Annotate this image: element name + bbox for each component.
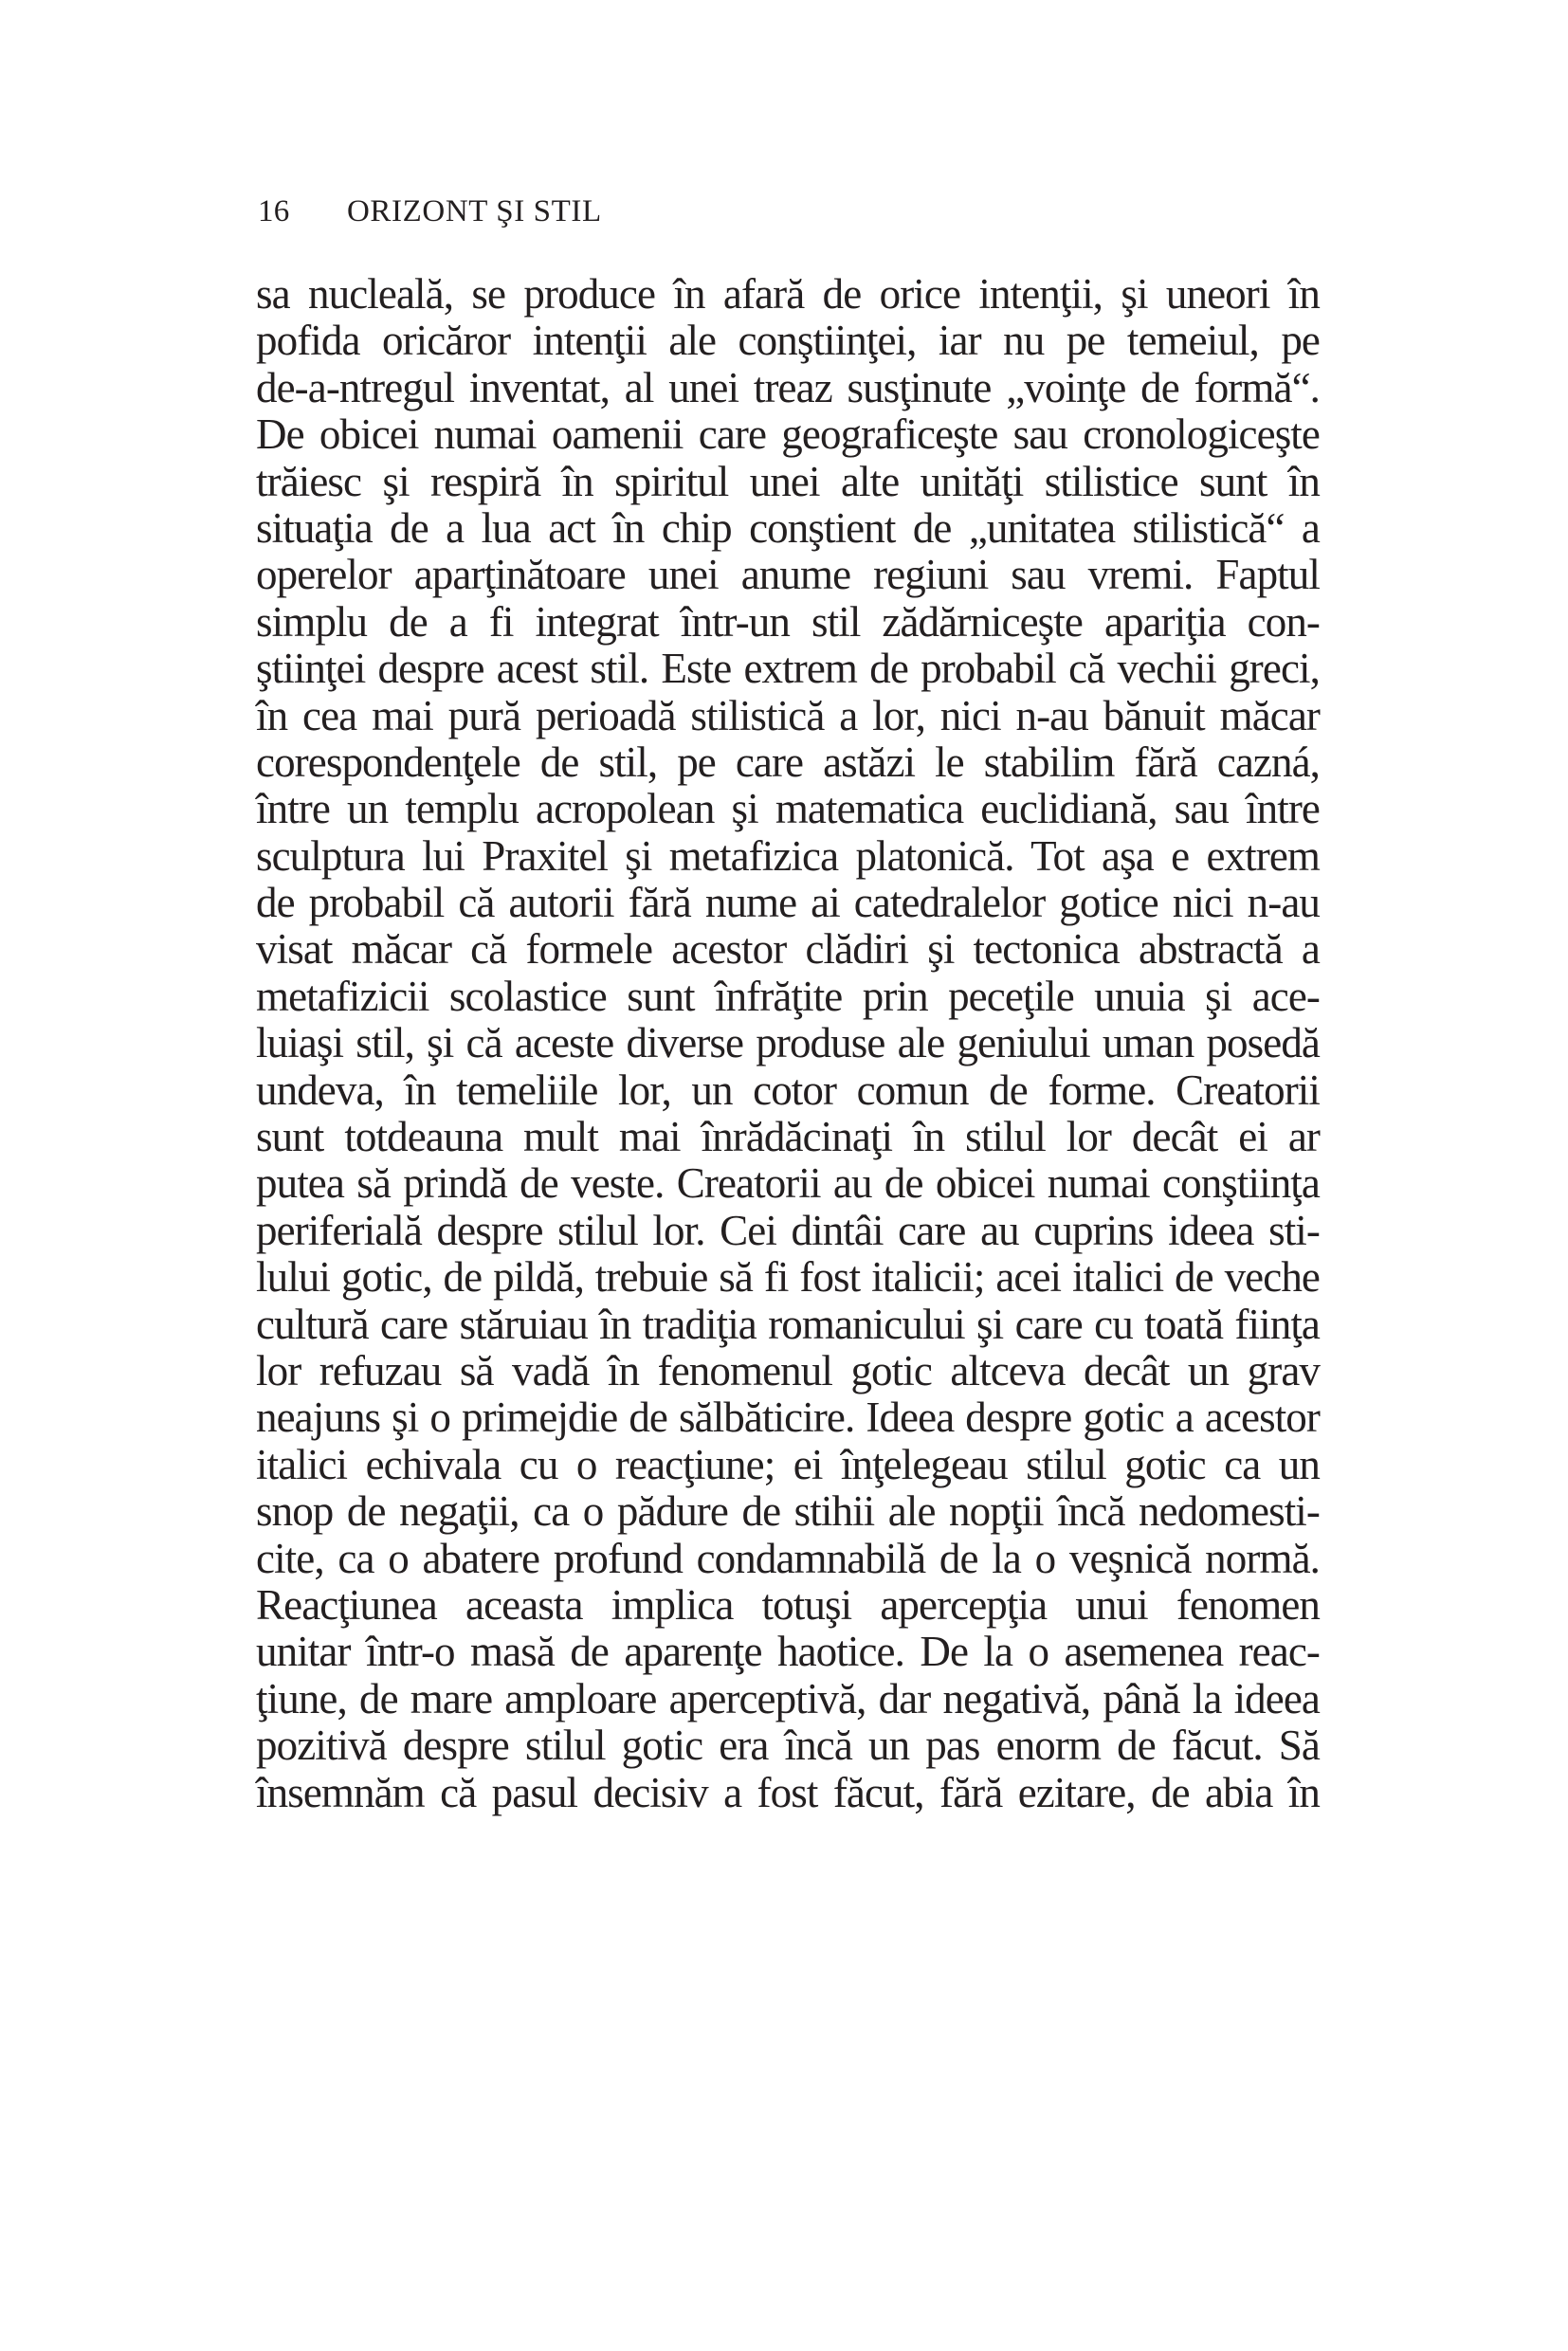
text-line: corespondenţele de stil, pe care astăzi le stabilim fără cazná, xyxy=(256,738,1320,786)
text-line: sa nucleală, se produce în afară de orice intenţii, şi uneori în xyxy=(256,270,1320,318)
text-line: pozitivă despre stilul gotic era încă un pas enorm de făcut. Să xyxy=(256,1722,1320,1770)
text-line: unitar într-o masă de aparenţe haotice. De la o asemenea reac- xyxy=(256,1628,1320,1676)
text-line: italici echivala cu o reacţiune; ei înţelegeau stilul gotic ca un xyxy=(256,1440,1320,1488)
text-line: putea să prindă de veste. Creatorii au de obicei numai conştiinţa xyxy=(256,1159,1320,1208)
text-line: pofida oricăror intenţii ale conştiinţei, iar nu pe temeiul, pe xyxy=(256,317,1320,365)
text-line: în cea mai pură perioadă stilistică a lor, nici n-au bănuit măcar xyxy=(256,691,1320,739)
body-text xyxy=(256,271,1320,1816)
text-line: trăiesc şi respiră în spiritul unei alte unităţi stilistice sunt în xyxy=(256,457,1320,505)
text-line: neajuns şi o primejdie de sălbăticire. Ideea despre gotic a acestor xyxy=(256,1394,1320,1442)
text-line: De obicei numai oamenii care geograficeşte sau cronologiceşte xyxy=(256,410,1320,459)
text-line: ţiune, de mare amploare aperceptivă, dar negativă, până la ideea xyxy=(256,1674,1320,1722)
text-line: sculptura lui Praxitel şi metafizica platonică. Tot aşa e extrem xyxy=(256,831,1320,880)
text-line: lor refuzau să vadă în fenomenul gotic altceva decât un grav xyxy=(256,1346,1320,1394)
text-line: de-a-ntregul inventat, al unei treaz susţinute „voinţe de formă“. xyxy=(256,363,1320,411)
text-line: operelor aparţinătoare unei anume regiuni sau vremi. Faptul xyxy=(256,551,1320,599)
text-line: de probabil că autorii fără nume ai catedralelor gotice nici n-au xyxy=(256,879,1320,927)
text-line: Reacţiunea aceasta implica totuşi apercepţia unui fenomen xyxy=(256,1580,1320,1629)
text-line: între un templu acropolean şi matematica euclidiană, sau între xyxy=(256,785,1320,833)
page-number: 16 xyxy=(258,194,290,228)
text-line: situaţia de a lua act în chip conştient de „unitatea stilistică“ a xyxy=(256,503,1320,552)
text-line: undeva, în temeliile lor, un cotor comun de forme. Creatorii xyxy=(256,1066,1320,1114)
text-line: visat măcar că formele acestor clădiri şi tectonica abstractă a xyxy=(256,925,1320,974)
text-line: luiaşi stil, şi că aceste diverse produse ale geniului uman posedă xyxy=(256,1019,1320,1067)
text-line: snop de negaţii, ca o pădure de stihii ale nopţii încă nedomesti- xyxy=(256,1487,1320,1536)
text-line: cultură care stăruiau în tradiţia romanicului şi care cu toată fiinţa xyxy=(256,1300,1320,1348)
text-line: ştiinţei despre acest stil. Este extrem de probabil că vechii greci, xyxy=(256,645,1320,693)
text-line: simplu de a fi integrat într-un stil zădărniceşte apariţia con- xyxy=(256,597,1320,646)
text-line: sunt totdeauna mult mai înrădăcinaţi în stilul lor decât ei ar xyxy=(256,1113,1320,1161)
running-title: ORIZONT ŞI STIL xyxy=(347,194,602,228)
text-line: cite, ca o abatere profund condamnabilă de la o veşnică normă. xyxy=(256,1534,1320,1582)
text-line: lului gotic, de pildă, trebuie să fi fost italicii; acei italici de veche xyxy=(256,1253,1320,1302)
text-line: periferială despre stilul lor. Cei dintâi care au cuprins ideea sti- xyxy=(256,1206,1320,1254)
text-line: metafizicii scolastice sunt înfrăţite prin peceţile unuia şi ace- xyxy=(256,972,1320,1020)
text-line: însemnăm că pasul decisiv a fost făcut, fără ezitare, de abia în xyxy=(256,1768,1320,1816)
